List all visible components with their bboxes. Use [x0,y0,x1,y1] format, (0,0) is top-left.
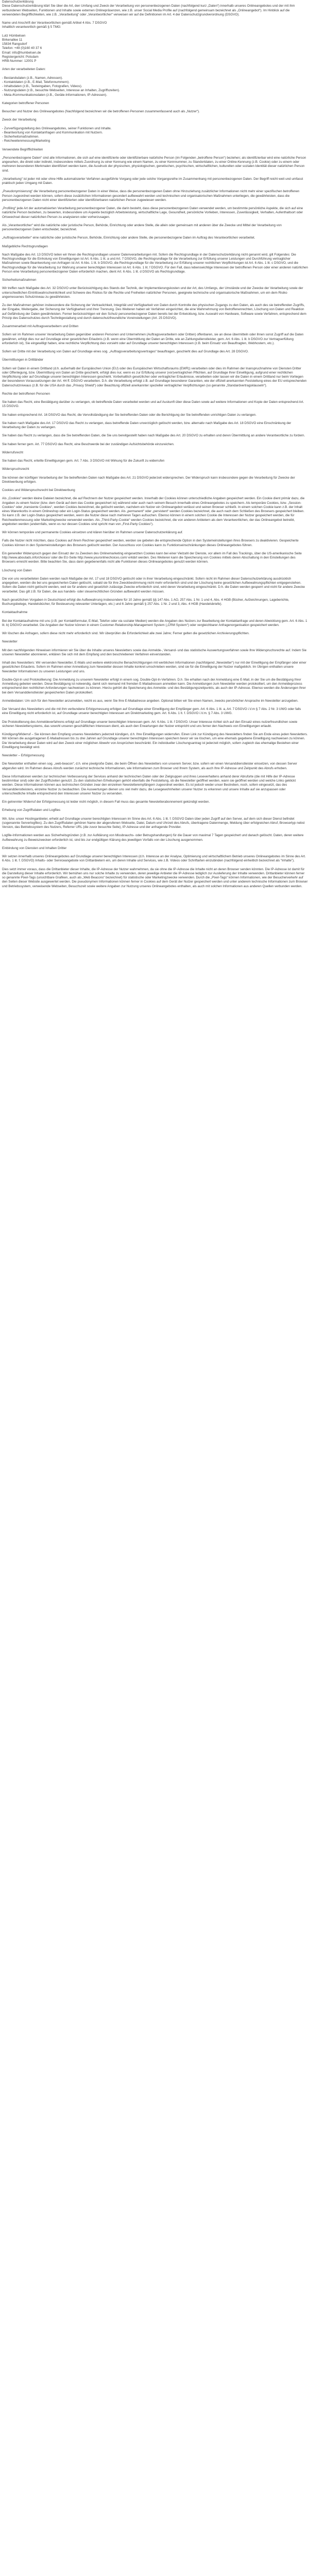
paragraph-spacer [2,241,308,245]
text-paragraph: Löschung von Daten [2,568,32,572]
text-paragraph: Email: info@humbelsen.de [2,50,41,55]
text-paragraph: Als „Verantwortlicher“ wird die natürliche oder juristische Person, Behörde, Einrichtung oder andere Stelle, die allein oder gemeinsam mit anderen über die Zwecke und Mittel der Verarbeitung von personenbezogenen Daten entscheidet, bezeichnet. [2,223,282,231]
text-paragraph: Sie haben das Recht, erteilte Einwilligungen gem. Art. 7 Abs. 3 DSGVO mit Wirkung für die Zukunft zu widerrufen [2,459,165,463]
paragraph-spacer [2,173,308,177]
text-paragraph: Sicherheitsmaßnahmen [2,278,37,282]
text-paragraph: Sie haben nach Maßgabe des Art. 17 DSGVO das Recht zu verlangen, dass betreffende Daten unverzüglich gelöscht werden, bzw. alternativ nach Maßgabe des Art. 18 DSGVO eine Einschränkung der Verarbeitung der Daten zu verlangen. [2,421,291,429]
text-paragraph: Falls die Nutzer nicht möchten, dass Cookies auf ihrem Rechner gespeichert werden, werden sie gebeten die entsprechende Option in den Systemeinstellungen ihres Browsers zu deaktivieren. Gespeicherte Cookies können in den Systemeinstellungen des Browsers gelöscht werden. Der Ausschluss von Cookies kann zu Funktionseinschränkungen dieses Onlineangebotes führen. [2,539,299,547]
paragraph-spacer [2,354,308,358]
text-paragraph: Rechte der betroffenen Personen [2,392,50,396]
paragraph-spacer [2,396,308,400]
text-paragraph: - Reichweitenmessung/Marketing [2,139,50,143]
text-paragraph: Die von uns verarbeiteten Daten werden nach Maßgabe der Art. 17 und 18 DSGVO gelöscht oder in ihrer Verarbeitung eingeschränkt. Sofern nicht im Rahmen dieser Datenschutzerklärung ausdrücklich angegeben, werden die bei uns gespeicherten Daten gelöscht, sobald sie für ihre Zweckbestimmung nicht mehr erforderlich sind und der Löschung keine gesetzlichen Aufbewahrungspflichten entgegenstehen. Sofern die Daten nicht gelöscht werden, weil sie für andere und gesetzlich zulässige Zwecke erforderlich sind, wird deren Verarbeitung eingeschränkt. D.h. die Daten werden gesperrt und nicht für andere Zwecke verarbeitet. Das gilt z.B. für Daten, die aus handels- oder steuerrechtlichen Gründen aufbewahrt werden müssen. [2,577,305,594]
text-paragraph: Einbindung von Diensten und Inhalten Dritter [2,846,67,850]
text-paragraph: Besucher und Nutzer des Onlineangebotes (Nachfolgend bezeichnen wir die betroffenen Personen zusammenfassend auch als „Nutzer“). [2,110,200,113]
paragraph-spacer [2,388,308,392]
paragraph-spacer [2,152,308,156]
text-paragraph: Sofern wir Dritte mit der Verarbeitung von Daten auf Grundlage eines sog. „Auftragsverarbeitungsvertrages“ beauftragen, geschieht dies auf Grundlage des Art. 28 DSGVO. [2,350,249,353]
paragraph-spacer [2,447,308,451]
text-paragraph: Erhebung von Zugriffsdaten und Logfiles [2,808,61,812]
paragraph-spacer [2,72,308,76]
paragraph-spacer [2,615,308,619]
paragraph-spacer [2,645,308,649]
text-paragraph: Registergericht: Potsdam [2,55,39,59]
paragraph-spacer [2,771,308,775]
paragraph-spacer [2,363,308,367]
text-paragraph: Wir setzen innerhalb unseres Onlineangebotes auf Grundlage unserer berechtigten Interessen (d.h. Interesse an der Analyse, Optimierung und wirtschaftlichem Betrieb unseres Onlineangebotes im Sinne des Art. 6 Abs. 1 lit. f. DSGVO) Inhalts- oder Serviceangebote von Drittanbietern ein, um deren Inhalte und Services, wie z.B. Videos oder Schriftarten einzubinden (nachfolgend einheitlich bezeichnet als “Inhalte”). [2,855,306,863]
text-paragraph: Newsletter – Erfolgsmessung [2,754,44,757]
text-paragraph: Sofern wir Daten in einem Drittland (d.h. außerhalb der Europäischen Union (EU) oder des Europäischen Wirtschaftsraums (EWR)) verarbeiten oder dies im Rahmen der Inanspruchnahme von Diensten Dritter oder Offenlegung, bzw. Übermittlung von Daten an Dritte geschieht, erfolgt dies nur, wenn es zur Erfüllung unserer (vor)vertraglichen Pflichten, auf Grundlage Ihrer Einwilligung, aufgrund einer rechtlichen Verpflichtung oder auf Grundlage unserer berechtigten Interessen geschieht. Vorbehaltlich gesetzlicher oder vertraglicher Erlaubnisse, verarbeiten oder lassen wir die Daten in einem Drittland nur beim Vorliegen der besonderen Voraussetzungen der Art. 44 ff. DSGVO verarbeiten. D.h. die Verarbeitung erfolgt z.B. auf Grundlage besonderer Garantien, wie der offiziell anerkannten Feststellung eines der EU entsprechenden Datenschutzniveaus (z.B. für die USA durch das „Privacy Shield“) oder Beachtung offiziell anerkannter spezieller vertraglicher Verpflichtungen (so genannte „Standardvertragsklauseln“). [2,366,307,387]
paragraph-spacer [2,219,308,224]
text-paragraph: „Auftragsverarbeiter“ eine natürliche oder juristische Person, Behörde, Einrichtung oder andere Stelle, die personenbezogene Daten im Auftrag des Verantwortlichen verarbeitet. [2,236,255,240]
paragraph-spacer [2,813,308,817]
paragraph-spacer [2,17,308,21]
text-paragraph: Lutz Hümbelsen [2,33,26,38]
text-paragraph: Arten der verarbeiteten Daten: [2,67,46,72]
text-paragraph: Wir können temporäre und permanente Cookies einsetzen und klären hierüber im Rahmen unserer Datenschutzerklärung auf. [2,531,183,534]
text-paragraph: - Bestandsdaten (z.B., Namen, Adressen). [2,76,63,80]
text-paragraph: Sie haben das Recht, eine Bestätigung darüber zu verlangen, ob betreffende Daten verarbeitet werden und auf Auskunft über diese Daten sowie auf weitere Informationen und Kopie der Daten entsprechend Art. 15 DSGVO. [2,400,304,409]
text-paragraph: Wir, bzw. unser Hostinganbieter, erhebt auf Grundlage unserer berechtigten Interessen im Sinne des Art. 6 Abs. 1 lit. f. DSGVO Daten über jeden Zugriff auf den Server, auf dem sich dieser Dienst befindet (sogenannte Serverlogfiles). Zu den Zugriffsdaten gehören Name der abgerufenen Webseite, Datei, Datum und Uhrzeit des Abrufs, übertragene Datenmenge, Meldung über erfolgreichen Abruf, Browsertyp nebst Version, das Betriebssystem des Nutzers, Referrer URL (die zuvor besuchte Seite), IP-Adresse und der anfragende Provider. [2,817,305,829]
paragraph-spacer [2,750,308,754]
paragraph-spacer [2,30,308,34]
text-paragraph: Ein genereller Widerspruch gegen den Einsatz der zu Zwecken des Onlinemarketing eingesetzten Cookies kann bei einer Vielzahl der Dienste, vor allem im Fall des Trackings, über die US-amerikanische Seite http://www.aboutads.info/choices/ oder die EU-Seite http://www.youronlinechoices.com/ erklärt werden. Des Weiteren kann die Speicherung von Cookies mittels deren Abschaltung in den Einstellungen des Browsers erreicht werden. Bitte beachten Sie, dass dann gegebenenfalls nicht alle Funktionen dieses Onlineangebotes genutzt werden können. [2,551,302,564]
text-paragraph: 15834 Rangsdorf [2,42,27,46]
paragraph-spacer [2,527,308,531]
paragraph-spacer [2,863,308,868]
paragraph-spacer [2,409,308,413]
document-heading: Datenschutzerklärung [2,0,34,4]
text-paragraph: Zu den Maßnahmen gehören insbesondere die Sicherung der Vertraulichkeit, Integrität und Verfügbarkeit von Daten durch Kontrolle des physischen Zugangs zu den Daten, als auch des sie betreffenden Zugriffs, der Eingabe, Weitergabe, der Sicherung der Verfügbarkeit und ihrer Trennung. Des Weiteren haben wir Verfahren eingerichtet, die eine Wahrnehmung von Betroffenenrechten, Löschung von Daten und Reaktion auf Gefährdung der Daten gewährleisten. Ferner berücksichtigen wir den Schutz personenbezogener Daten bereits bei der Entwicklung, bzw. Auswahl von Hardware, Software sowie Verfahren, entsprechend dem Prinzip des Datenschutzes durch Technikgestaltung und durch datenschutzfreundliche Voreinstellungen (Art. 25 DSGVO). [2,303,306,320]
paragraph-spacer [2,636,308,640]
paragraph-spacer [2,232,308,236]
text-paragraph: Widerrufsrecht [2,450,23,454]
paragraph-spacer [2,106,308,110]
text-paragraph: Double-Opt-In und Protokollierung: Die Anmeldung zu unserem Newsletter erfolgt in einem sog. Double-Opt-In-Verfahren. D.h. Sie erhalten nach der Anmeldung eine E-Mail, in der Sie um die Bestätigung Ihrer Anmeldung gebeten werden. Diese Bestätigung ist notwendig, damit sich niemand mit fremden E-Mailadressen anmelden kann. Die Anmeldungen zum Newsletter werden protokolliert, um den Anmeldeprozess entsprechend den rechtlichen Anforderungen nachweisen zu können. Hierzu gehört die Speicherung des Anmelde- und des Bestätigungszeitpunkts, als auch der IP-Adresse. Ebenso werden die Änderungen Ihrer bei dem Versanddienstleister gespeicherten Daten protokolliert. [2,677,306,694]
text-paragraph: Zusammenarbeit mit Auftragsverarbeitern und Dritten [2,325,79,328]
text-paragraph: Maßgebliche Rechtsgrundlagen [2,244,48,248]
paragraph-spacer [2,851,308,855]
text-paragraph: Bei der Kontaktaufnahme mit uns (z.B. per Kontaktformular, E-Mail, Telefon oder via sozialer Medien) werden die Angaben des Nutzers zur Bearbeitung der Kontaktanfrage und deren Abwicklung gem. Art. 6 Abs. 1 lit. b) DSGVO verarbeitet. Die Angaben der Nutzer können in einem Customer-Relationship-Management System („CRM System“) oder vergleichbarer Anfragenorganisation gespeichert werden. [2,619,307,627]
paragraph-spacer [2,548,308,552]
text-paragraph: - Zurverfügungstellung des Onlineangebotes, seiner Funktionen und Inhalte. [2,126,112,130]
text-paragraph: Nach gesetzlichen Vorgaben in Deutschland erfolgt die Aufbewahrung insbesondere für 10 Jahre gemäß §§ 147 Abs. 1 AO, 257 Abs. 1 Nr. 1 und 4, Abs. 4 HGB (Bücher, Aufzeichnungen, Lageberichte, Buchungsbelege, Handelsbücher, für Besteuerung relevanter Unterlagen, etc.) und 6 Jahre gemäß § 257 Abs. 1 Nr. 2 und 3, Abs. 4 HGB (Handelsbriefe). [2,598,289,606]
text-paragraph: Inhaltlich verantwortlich gemäß § 5 TMG: [2,25,61,29]
paragraph-spacer [2,594,308,598]
paragraph-spacer [2,493,308,497]
text-paragraph: Mit den nachfolgenden Hinweisen informieren wir Sie über die Inhalte unseres Newsletters sowie das Anmelde-, Versand- und das statistische Auswertungsverfahren sowie Ihre Widerspruchsrechte auf. Indem Sie unseren Newsletter abonnieren, erklären Sie sich mit dem Empfang und den beschriebenen Verfahren einverstanden. [2,648,307,656]
paragraph-spacer [2,320,308,325]
paragraph-spacer [2,114,308,118]
text-paragraph: „Pseudonymisierung“ die Verarbeitung personenbezogener Daten in einer Weise, dass die personenbezogenen Daten ohne Hinzuziehung zusätzlicher Informationen nicht mehr einer spezifischen betroffenen Person zugeordnet werden können, sofern diese zusätzlichen Informationen gesondert aufbewahrt werden und technischen und organisatorischen Maßnahmen unterliegen, die gewährleisten, dass die personenbezogenen Daten nicht einer identifizierten oder identifizierbaren natürlichen Person zugewiesen werden. [2,190,300,202]
paragraph-spacer [2,455,308,459]
text-paragraph: Sofern wir im Rahmen unserer Verarbeitung Daten gegenüber anderen Personen und Unternehmen (Auftragsverarbeitern oder Dritten) offenbaren, sie an diese übermitteln oder ihnen sonst Zugriff auf die Daten gewähren, erfolgt dies nur auf Grundlage einer gesetzlichen Erlaubnis (z.B. wenn eine Übermittlung der Daten an Dritte, wie an Zahlungsdienstleister, gem. Art. 6 Abs. 1 lit. b DSGVO zur Vertragserfüllung erforderlich ist), Sie eingewilligt haben, eine rechtliche Verpflichtung dies vorsieht oder auf Grundlage unserer berechtigten Interessen (z.B. beim Einsatz von Beauftragten, Webhostern, etc.). [2,333,304,345]
paragraph-spacer [2,804,308,808]
text-paragraph: Dies setzt immer voraus, dass die Drittanbieter dieser Inhalte, die IP-Adresse der Nutzer wahrnehmen, da sie ohne die IP-Adresse die Inhalte nicht an deren Browser senden könnten. Die IP-Adresse ist damit für die Darstellung dieser Inhalte erforderlich. Wir bemühen uns nur solche Inhalte zu verwenden, deren jeweilige Anbieter die IP-Adresse lediglich zur Auslieferung der Inhalte verwenden. Drittanbieter können ferner so genannte Pixel-Tags (unsichtbare Grafiken, auch als „Web Beacons“ bezeichnet) für statistische oder Marketingzwecke verwenden. Durch die „Pixel-Tags“ können Informationen, wie der Besucherverkehr auf den Seiten dieser Website ausgewertet werden. Die pseudonymen Informationen können ferner in Cookies auf dem Gerät der Nutzer gespeichert werden und unter anderem technische Informationen zum Browser und Betriebssystem, verweisende Webseiten, Besuchszeit sowie weitere Angaben zur Nutzung unseres Onlineangebotes enthalten, als auch mit solchen Informationen aus anderen Quellen verbunden werden. [2,867,308,888]
text-paragraph: Kontaktaufnahme [2,611,28,615]
text-paragraph: Anmeldedaten: Um sich für den Newsletter anzumelden, reicht es aus, wenn Sie Ihre E-Mailadresse angeben. Optional bitten wir Sie einen Namen, zwecks persönlicher Ansprache im Newsletter anzugeben. [2,699,299,703]
text-paragraph: - Sicherheitsmaßnahmen. [2,135,40,139]
paragraph-spacer [2,438,308,443]
text-paragraph: - Beantwortung von Kontaktanfragen und Kommunikation mit Nutzern. [2,130,103,134]
text-paragraph: - Nutzungsdaten (z.B., besuchte Webseiten, Interesse an Inhalten, Zugriffszeiten). [2,89,120,93]
paragraph-spacer [2,484,308,488]
text-paragraph: Kündigung/Widerruf – Sie können den Empfang unseres Newsletters jederzeit kündigen, d.h. Ihre Einwilligungen widerrufen. Einen Link zur Kündigung des Newsletters finden Sie am Ende eines jeden Newsletters. Wir können die ausgetragenen E-Mailadressen bis zu drei Jahren auf Grundlage unserer berechtigten Interessen speichern bevor wir sie löschen, um eine ehemals gegebene Einwilligung nachweisen zu können. Die Verarbeitung dieser Daten wird auf den Zweck einer möglichen Abwehr von Ansprüchen beschränkt. Ein individueller Löschungsantrag ist jederzeit möglich, sofern zugleich das ehemalige Bestehen einer Einwilligung bestätigt wird. [2,733,308,749]
text-paragraph: Birkenallee 11 [2,38,23,42]
text-paragraph: Als „Cookies“ werden kleine Dateien bezeichnet, die auf Rechnern der Nutzer gespeichert werden. Innerhalb der Cookies können unterschiedliche Angaben gespeichert werden. Ein Cookie dient primär dazu, die Angaben zu einem Nutzer (bzw. dem Gerät auf dem das Cookie gespeichert ist) während oder auch nach seinem Besuch innerhalb eines Onlineangebotes zu speichern. Als temporäre Cookies, bzw. „Session-Cookies“ oder „transiente Cookies“, werden Cookies bezeichnet, die gelöscht werden, nachdem ein Nutzer ein Onlineangebot verlässt und seinen Browser schließt. In einem solchen Cookie kann z.B. der Inhalt eines Warenkorbs in einem Onlineshop oder ein Login-Status gespeichert werden. Als „permanent“ oder „persistent“ werden Cookies bezeichnet, die auch nach dem Schließen des Browsers gespeichert bleiben. So kann z.B. der Login-Status gespeichert werden, wenn die Nutzer diese nach mehreren Tagen aufsuchen. Ebenso können in einem solchen Cookie die Interessen der Nutzer gespeichert werden, die für Reichweitenmessung oder Marketingzwecke verwendet werden. Als „Third-Party-Cookie“ werden Cookies bezeichnet, die von anderen Anbietern als dem Verantwortlichen, der das Onlineangebot betreibt, angeboten werden (andernfalls, wenn es nur dessen Cookies sind spricht man von „First-Party Cookies“). [2,497,305,526]
paragraph-spacer [2,63,308,67]
paragraph-spacer [2,703,308,707]
text-paragraph: Inhalt des Newsletters: Wir versenden Newsletter, E-Mails und weitere elektronische Benachrichtigungen mit werblichen Informationen (nachfolgend „Newsletter“) nur mit der Einwilligung der Empfänger oder einer gesetzlichen Erlaubnis. Sofern im Rahmen einer Anmeldung zum Newsletter dessen Inhalte konkret umschrieben werden, sind sie für die Einwilligung der Nutzer maßgeblich. Im Übrigen enthalten unsere Newsletter Informationen zu unseren Leistungen und uns. [2,661,306,673]
text-paragraph: Name und Anschrift der Verantwortlichen gemäß Artikel 4 Abs. 7 DSGVO [2,21,107,25]
text-paragraph: „Personenbezogene Daten“ sind alle Informationen, die sich auf eine identifizierte oder identifizierbare natürliche Person (im Folgenden „betroffene Person“) beziehen; als identifizierbar wird eine natürliche Person angesehen, die direkt oder indirekt, insbesondere mittels Zuordnung zu einer Kennung wie einem Namen, zu einer Kennnummer, zu Standortdaten, zu einer Online-Kennung (z.B. Cookie) oder zu einem oder mehreren besonderen Merkmalen identifiziert werden kann, die Ausdruck der physischen, physiologischen, genetischen, psychischen, wirtschaftlichen, kulturellen oder sozialen Identität dieser natürlichen Person sind. [2,156,306,173]
paragraph-spacer [2,123,308,127]
text-paragraph: Ein getrennter Widerruf der Erfolgsmessung ist leider nicht möglich, in diesem Fall muss das gesamte Newsletterabonnement gekündigt werden. [2,800,210,804]
paragraph-spacer [2,728,308,733]
paragraph-spacer [2,274,308,278]
text-paragraph: - Kontaktdaten (z.B., E-Mail, Telefonnummern). [2,80,70,84]
paragraph-spacer [2,829,308,834]
text-paragraph: - Meta-/Kommunikationsdaten (z.B., Geräte-Informationen, IP-Adressen). [2,93,108,97]
paragraph-spacer [2,346,308,350]
privacy-policy-document [0,0,310,889]
text-paragraph: Sie können der künftigen Verarbeitung der Sie betreffenden Daten nach Maßgabe des Art. 21 DSGVO jederzeit widersprechen. Der Widerspruch kann insbesondere gegen die Verarbeitung für Zwecke der Direktwerbung erfolgen. [2,476,295,484]
text-paragraph: Sie haben entsprechend Art. 16 DSGVO das Recht, die Vervollständigung der Sie betreffenden Daten oder die Berichtigung der Sie betreffenden unrichtigen Daten zu verlangen. [2,413,257,417]
paragraph-spacer [2,144,308,148]
text-paragraph: Logfile-Informationen werden aus Sicherheitsgründen (z.B. zur Aufklärung von Missbrauchs- oder Betrugshandlungen) für die Dauer von maximal 7 Tagen gespeichert und danach gelöscht. Daten, deren weitere Aufbewahrung zu Beweiszwecken erforderlich ist, sind bis zur endgültigen Klärung des jeweiligen Vorfalls von der Löschung ausgenommen. [2,834,304,842]
paragraph-spacer [2,472,308,476]
text-paragraph: HRB-Nummer: 12001 P [2,59,37,63]
paragraph-spacer [2,463,308,467]
paragraph-spacer [2,249,308,253]
text-paragraph: Kategorien betroffener Personen [2,101,49,105]
text-paragraph: - Inhaltsdaten (z.B., Texteingaben, Fotografien, Videos). [2,84,82,88]
text-paragraph: Widerspruchsrecht [2,467,29,471]
text-paragraph: Telefon: +49 (0)160 40 37 6 [2,46,42,50]
text-paragraph: Newsletter [2,640,18,644]
text-paragraph: Sie haben das Recht zu verlangen, dass die Sie betreffenden Daten, die Sie uns bereitgestellt haben nach Maßgabe des Art. 20 DSGVO zu erhalten und deren Übermittlung an andere Verantwortliche zu fordern. [2,434,305,438]
paragraph-spacer [2,282,308,286]
paragraph-spacer [2,329,308,333]
paragraph-spacer [2,565,308,569]
text-paragraph: Diese Informationen werden zur technischen Verbesserung der Services anhand der technischen Daten oder der Zielgruppen und ihres Leseverhaltens anhand derer Abruforte (die mit Hilfe der IP-Adresse bestimmbar sind) oder der Zugriffszeiten genutzt. Zu den statistischen Erhebungen gehört ebenfalls die Feststellung, ob die Newsletter geöffnet werden, wann sie geöffnet werden und welche Links geklickt werden. Diese Informationen können aus technischen Gründen zwar den einzelnen Newsletterempfängern zugeordnet werden. Es ist jedoch weder unser Bestreben, noch, sofern eingesetzt, das des Versanddienstleisters, einzelne Nutzer zu beobachten. Die Auswertungen dienen uns viel mehr dazu, die Lesegewohnheiten unserer Nutzer zu erkennen und unsere Inhalte auf sie anzupassen oder unterschiedliche Inhalte entsprechend den Interessen unserer Nutzer zu versenden. [2,774,296,795]
text-paragraph: „Verarbeitung“ ist jeder mit oder ohne Hilfe automatisierter Verfahren ausgeführte Vorgang oder jede solche Vorgangsreihe im Zusammenhang mit personenbezogenen Daten. Der Begriff reicht weit und umfasst praktisch jeden Umgang mit Daten. [2,177,303,185]
paragraph-spacer [2,535,308,539]
text-paragraph: Nach Maßgabe des Art. 13 DSGVO teilen wir Ihnen die Rechtsgrundlagen unserer Datenverarbeitungen mit. Sofern die Rechtsgrundlage in der Datenschutzerklärung nicht genannt wird, gilt Folgendes: Die Rechtsgrundlage für die Einholung von Einwilligungen ist Art. 6 Abs. 1 lit. a und Art. 7 DSGVO, die Rechtsgrundlage für die Verarbeitung zur Erfüllung unserer Leistungen und Durchführung vertraglicher Maßnahmen sowie Beantwortung von Anfragen ist Art. 6 Abs. 1 lit. b DSGVO, die Rechtsgrundlage für die Verarbeitung zur Erfüllung unserer rechtlichen Verpflichtungen ist Art. 6 Abs. 1 lit. c DSGVO, und die Rechtsgrundlage für die Verarbeitung zur Wahrung unserer berechtigten Interessen ist Art. 6 Abs. 1 lit. f DSGVO. Für den Fall, dass lebenswichtige Interessen der betroffenen Person oder einer anderen natürlichen Person eine Verarbeitung personenbezogener Daten erforderlich machen, dient Art. 6 Abs. 1 lit. d DSGVO als Rechtsgrundlage. [2,252,308,274]
text-paragraph: Verwendete Begrifflichkeiten [2,147,43,151]
paragraph-spacer [2,417,308,421]
paragraph-spacer [2,606,308,611]
text-paragraph: Übermittlungen in Drittländer [2,358,44,362]
paragraph-spacer [2,185,308,190]
paragraph-spacer [2,657,308,661]
paragraph-spacer [2,674,308,678]
text-paragraph: Wir treffen nach Maßgabe des Art. 32 DSGVO unter Berücksichtigung des Stands der Technik, der Implementierungskosten und der Art, des Umfangs, der Umstände und der Zwecke der Verarbeitung sowie der unterschiedlichen Eintrittswahrscheinlichkeit und Schwere des Risikos für die Rechte und Freiheiten natürlicher Personen, geeignete technische und organisatorische Maßnahmen, um ein dem Risiko angemessenes Schutzniveau zu gewährleisten. [2,286,303,299]
paragraph-spacer [2,573,308,577]
paragraph-spacer [2,716,308,720]
text-paragraph: Zweck der Verarbeitung [2,118,37,122]
paragraph-spacer [2,628,308,632]
paragraph-spacer [2,842,308,846]
text-paragraph: Cookies und Widerspruchsrecht bei Direktwerbung [2,488,75,492]
paragraph-spacer [2,299,308,303]
text-paragraph: „Profiling“ jede Art der automatisierten Verarbeitung personenbezogener Daten, die darin besteht, dass diese personenbezogenen Daten verwendet werden, um bestimmte persönliche Aspekte, die sich auf eine natürliche Person beziehen, zu bewerten, insbesondere um Aspekte bezüglich Arbeitsleistung, wirtschaftliche Lage, Gesundheit, persönliche Vorlieben, Interessen, Zuverlässigkeit, Verhalten, Aufenthaltsort oder Ortswechsel dieser natürlichen Person zu analysieren oder vorherzusagen. [2,207,303,219]
paragraph-spacer [2,97,308,101]
text-paragraph: Der Versand des Newsletters und die mit ihm verbundene Erfolgsmessung erfolgen auf Grundlage einer Einwilligung der Empfänger gem. Art. 6 Abs. 1 lit. a, Art. 7 DSGVO i.V.m § 7 Abs. 2 Nr. 3 UWG oder falls eine Einwilligung nicht erforderlich ist, auf Grundlage unserer berechtigten Interessen am Direktmarketing gem. Art. 6 Abs. 1 lt. f. DSGVO i.V.m. § 7 Abs. 3 UWG. [2,707,301,716]
text-paragraph: Diese Datenschutzerklärung klärt Sie über die Art, den Umfang und Zweck der Verarbeitung von personenbezogenen Daten (nachfolgend kurz „Daten“) innerhalb unseres Onlineangebotes und der mit ihm verbundenen Webseiten, Funktionen und Inhalte sowie externen Onlinepräsenzen, wie z.B. unser Social Media Profile auf (nachfolgend gemeinsam bezeichnet als „Onlineangebot“). Im Hinblick auf die verwendeten Begrifflichkeiten, wie z.B. „Verarbeitung“ oder „Verantwortlicher“ verweisen wir auf die Definitionen im Art. 4 der Datenschutzgrundverordnung (DSGVO). [2,4,295,16]
text-paragraph: Die Newsletter enthalten einen sog. „web-beacon“, d.h. eine pixelgroße Datei, die beim Öffnen des Newsletters von unserem Server, bzw. sofern wir einen Versanddienstleister einsetzen, von dessen Server abgerufen wird. Im Rahmen dieses Abrufs werden zunächst technische Informationen, wie Informationen zum Browser und Ihrem System, als auch Ihre IP-Adresse und Zeitpunkt des Abrufs erhoben. [2,762,297,770]
text-paragraph: Wir löschen die Anfragen, sofern diese nicht mehr erforderlich sind. Wir überprüfen die Erforderlichkeit alle zwei Jahre; Ferner gelten die gesetzlichen Archivierungspflichten. [2,632,250,635]
paragraph-spacer [2,695,308,699]
text-paragraph: Die Protokollierung des Anmeldeverfahrens erfolgt auf Grundlage unserer berechtigten Interessen gem. Art. 6 Abs. 1 lit. f DSGVO. Unser Interesse richtet sich auf den Einsatz eines nutzerfreundlichen sowie sicheren Newslettersystems, das sowohl unseren geschäftlichen Interessen dient, als auch den Erwartungen der Nutzer entspricht und uns ferner den Nachweis von Einwilligungen erlaubt. [2,720,298,728]
paragraph-spacer [2,796,308,800]
text-paragraph: Sie haben ferner gem. Art. 77 DSGVO das Recht, eine Beschwerde bei der zuständigen Aufsichtsbehörde einzureichen. [2,442,175,446]
paragraph-spacer [2,202,308,207]
